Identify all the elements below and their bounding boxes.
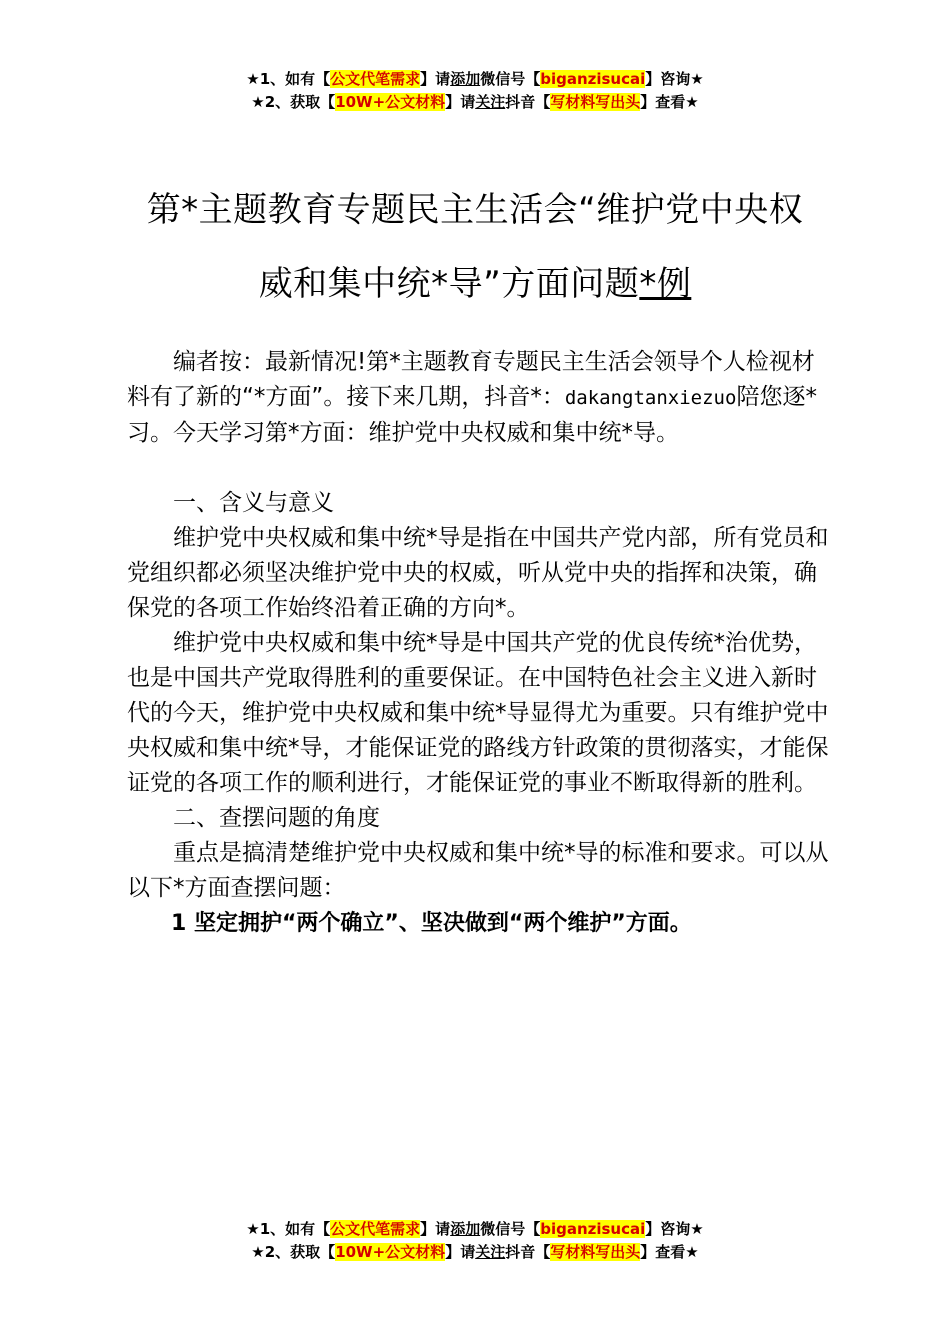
banner-text: 】请 bbox=[420, 1220, 451, 1238]
banner-text: 抖音【 bbox=[505, 93, 551, 111]
banner-text: ★1、如有【 bbox=[246, 1220, 331, 1238]
banner-text: 微信号【 bbox=[480, 1220, 541, 1238]
section-1-heading: 一、含义与意义 bbox=[173, 490, 334, 516]
banner-highlight: 公文代笔需求 bbox=[330, 1220, 421, 1238]
title-line-1: 第*主题教育专题民主生活会“维护党中央权 bbox=[146, 190, 804, 230]
banner-highlight: biganzisucai bbox=[540, 70, 646, 88]
banner-line-1 bbox=[0, 1218, 950, 1241]
banner-text: ★1、如有【 bbox=[246, 70, 331, 88]
banner-text: ★2、获取【 bbox=[251, 1243, 336, 1261]
banner-highlight: 公文代笔需求 bbox=[330, 70, 421, 88]
banner-underlined: 添加 bbox=[450, 1220, 481, 1238]
banner-text: 】咨询★ bbox=[645, 1220, 704, 1238]
banner-highlight: 10W+公文材料 bbox=[335, 93, 446, 111]
editor-note-text: 编者按：最新情况!第*主题教育专题民主生活会领导个人检视材料有了新的“*方面”。接下来几期，抖音*： bbox=[127, 349, 815, 410]
section-2-heading: 二、查摆问题的角度 bbox=[173, 805, 380, 831]
footer-banner bbox=[0, 1218, 950, 1264]
banner-text: 抖音【 bbox=[505, 1243, 551, 1261]
banner-underlined: 关注 bbox=[475, 1243, 506, 1261]
banner-line-2 bbox=[0, 91, 950, 114]
section-2-item-1: 1 坚定拥护“两个确立”、坚决做到“两个维护”方面。 bbox=[171, 911, 692, 936]
banner-text: 】请 bbox=[445, 1243, 476, 1261]
section-1-paragraph-2: 维护党中央权威和集中统*导是中国共产党的优良传统*治优势，也是中国共产党取得胜利的重要保证。在中国特色社会主义进入新时代的今天，维护党中央权威和集中统*导显得尤为重要。只有维护党中央权威和集中统*导，才能保证党的路线方针政策的贯彻落实，才能保证党的各项工作的顺利进行，才能保证党的事业不断取得新的胜利。 bbox=[127, 630, 829, 796]
section-1-paragraph-1: 维护党中央权威和集中统*导是指在中国共产党内部，所有党员和党组织都必须坚决维护党中央的权威，听从党中央的指挥和决策，确保党的各项工作始终沿着正确的方向*。 bbox=[127, 525, 829, 621]
title-line-2 bbox=[120, 247, 830, 321]
banner-text: ★2、获取【 bbox=[251, 93, 336, 111]
title-text: 威和集中统*导”方面问题 bbox=[258, 264, 640, 304]
banner-highlight: 10W+公文材料 bbox=[335, 1243, 446, 1261]
banner-line-1 bbox=[0, 68, 950, 91]
banner-line-2 bbox=[0, 1241, 950, 1264]
document-title bbox=[120, 173, 830, 321]
banner-text: 】请 bbox=[445, 93, 476, 111]
editor-note-text: 陪您逐*习。今天学习第*方面：维护党中央权威和集中统*导。 bbox=[127, 384, 817, 446]
title-underlined: *例 bbox=[639, 264, 692, 304]
editor-note bbox=[127, 345, 835, 451]
banner-highlight: 写材料写出头 bbox=[550, 1243, 641, 1261]
banner-highlight: biganzisucai bbox=[540, 1220, 646, 1238]
banner-text: 】请 bbox=[420, 70, 451, 88]
banner-text: 】查看★ bbox=[640, 93, 699, 111]
header-banner bbox=[0, 68, 950, 114]
banner-text: 】咨询★ bbox=[645, 70, 704, 88]
document-body bbox=[127, 345, 835, 941]
banner-text: 微信号【 bbox=[480, 70, 541, 88]
banner-underlined: 关注 bbox=[475, 93, 506, 111]
editor-note-handle: dakangtanxiezuo bbox=[564, 387, 737, 409]
banner-text: 】查看★ bbox=[640, 1243, 699, 1261]
banner-highlight: 写材料写出头 bbox=[550, 93, 641, 111]
banner-underlined: 添加 bbox=[450, 70, 481, 88]
section-2-paragraph-1: 重点是搞清楚维护党中央权威和集中统*导的标准和要求。可以从以下*方面查摆问题： bbox=[127, 840, 829, 901]
